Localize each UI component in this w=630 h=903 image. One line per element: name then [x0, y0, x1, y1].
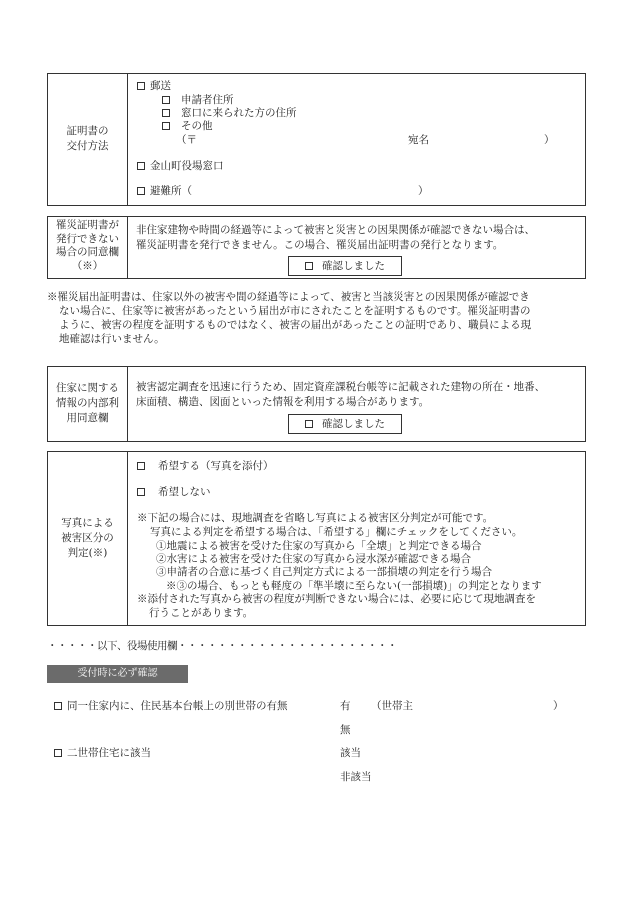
option-other[interactable] — [162, 120, 213, 134]
householder-open: （世帯主 — [371, 700, 413, 712]
photo-want-label: 希望する（写真を添付） — [158, 460, 274, 472]
disaster-label-line3: 場合の同意欄 — [56, 246, 119, 259]
info-label-line1: 住家に関する — [56, 382, 119, 394]
option-town-office[interactable] — [137, 160, 224, 174]
photo-case3-note: ※③の場合、もっとも軽度の「準半壊に至らない(一部損壊)」の判定となります — [166, 580, 542, 592]
addressee-label: 宛名 — [408, 134, 429, 146]
applicant-address-label: 申請者住所 — [181, 94, 234, 106]
info-confirm-box[interactable] — [288, 414, 402, 434]
option-separate-household[interactable] — [54, 700, 288, 714]
disaster-consent-text-line2: 罹災証明書を発行できません。この場合、罹災届出証明書の発行となります。 — [136, 239, 504, 251]
disaster-confirm-box[interactable] — [288, 256, 402, 276]
disaster-note-line1: ※罹災届出証明書は、住家以外の被害や間の経過等によって、被害と当該災害との因果関係が確認でき — [47, 291, 530, 303]
disaster-note-line2: ない場合に、住家等に被害があったという届出が市にされたことを証明するものです。罹災証明書の — [59, 305, 531, 317]
shelter-label: 避難所（ — [150, 185, 192, 197]
other-label: その他 — [181, 120, 213, 132]
disaster-note-line3: ように、被害の程度を証明するものではなく、被害の届出があったことの証明であり、職員による現 — [59, 319, 532, 331]
photo-case2: ②水害による被害を受けた住家の写真から浸水深が確認できる場合 — [156, 553, 471, 565]
option-counter-address[interactable] — [162, 107, 297, 121]
disaster-confirm-label: 確認しました — [322, 260, 385, 272]
info-consent-divider — [127, 366, 128, 442]
photo-note2: 写真による判定を希望する場合は、「希望する」欄にチェックをしてください。 — [150, 526, 523, 538]
option-shelter[interactable] — [137, 185, 192, 199]
mail-label: 郵送 — [150, 80, 171, 92]
info-confirm-checkbox[interactable] — [305, 420, 313, 428]
photo-judgement-label — [48, 516, 127, 562]
disaster-label-line4: （※） — [71, 259, 104, 272]
applicant-address-checkbox[interactable] — [162, 96, 170, 104]
disaster-consent-label — [48, 219, 127, 274]
info-consent-label — [48, 381, 127, 427]
info-confirm-label: 確認しました — [322, 418, 385, 430]
answer-not-applicable: 非該当 — [340, 771, 372, 783]
option-photo-not-want[interactable] — [137, 486, 211, 500]
householder-close: ） — [553, 700, 564, 712]
photo-not-want-label: 希望しない — [158, 486, 211, 498]
answer-no: 無 — [340, 724, 351, 736]
photo-label-line2: 被害区分の — [61, 532, 114, 545]
photo-want-checkbox[interactable] — [137, 462, 145, 470]
option-two-household-house[interactable] — [54, 747, 151, 761]
photo-judgement-divider — [127, 451, 128, 626]
two-household-label: 二世帯住宅に該当 — [67, 747, 151, 759]
two-household-checkbox[interactable] — [54, 749, 62, 757]
separate-household-checkbox[interactable] — [54, 702, 62, 710]
photo-not-want-checkbox[interactable] — [137, 488, 145, 496]
photo-note4: 行うことがあります。 — [149, 607, 254, 619]
info-consent-text-line2: 床面積、構造、図面といった情報を利用する場合があります。 — [136, 396, 430, 408]
reception-check-badge: 受付時に必ず確認 — [47, 665, 188, 683]
photo-note3: ※添付された写真から被害の程度が判断できない場合には、必要に応じて現地調査を — [137, 593, 536, 605]
disaster-confirm-checkbox[interactable] — [305, 262, 313, 270]
photo-label-line1: 写真による — [61, 517, 114, 529]
photo-note1: ※下記の場合には、現地調査を省略し写真による被害区分判定が可能です。 — [137, 512, 494, 524]
info-consent-text-line1: 被害認定調査を迅速に行うため、固定資産課税台帳等に記載された建物の所在・地番、 — [136, 381, 546, 393]
office-use-divider: ・・・・・以下、役場使用欄・・・・・・・・・・・・・・・・・・・・・・ — [47, 640, 397, 652]
info-label-line3: 用同意欄 — [66, 412, 109, 425]
photo-label-line3: 判定(※) — [67, 547, 108, 560]
answer-applicable: 該当 — [340, 747, 361, 759]
town-office-label: 金山町役場窓口 — [150, 160, 224, 172]
option-photo-want[interactable] — [137, 460, 274, 474]
disaster-consent-text-line1: 非住家建物や時間の経過等によって被害と災害との因果関係が確認できない場合は、 — [136, 224, 535, 236]
option-mail[interactable] — [137, 80, 171, 94]
shelter-checkbox[interactable] — [137, 187, 145, 195]
separate-household-label: 同一住家内に、住民基本台帳上の別世帯の有無 — [67, 700, 288, 712]
shelter-close-paren: ） — [418, 185, 429, 197]
delivery-method-divider — [127, 73, 128, 206]
postal-code-open: （〒 — [176, 134, 197, 146]
delivery-method-label — [48, 124, 127, 154]
disaster-label-line2: 発行できない — [56, 232, 119, 245]
option-applicant-address[interactable] — [162, 94, 234, 108]
disaster-label-line1: 罹災証明書が — [56, 219, 119, 231]
photo-case1: ①地震による被害を受けた住家の写真から「全壊」と判定できる場合 — [156, 540, 482, 552]
info-label-line2: 情報の内部利 — [56, 397, 119, 410]
disaster-note-line4: 地確認は行いません。 — [59, 333, 165, 345]
delivery-label-line2: 交付方法 — [66, 140, 109, 153]
town-office-checkbox[interactable] — [137, 162, 145, 170]
photo-case3: ③申請者の合意に基づく自己判定方式による一部損壊の判定を行う場合 — [156, 566, 492, 578]
other-close-paren: ） — [544, 134, 555, 146]
other-checkbox[interactable] — [162, 122, 170, 130]
answer-yes: 有 — [340, 700, 351, 712]
counter-address-checkbox[interactable] — [162, 109, 170, 117]
delivery-label-line1: 証明書の — [66, 125, 109, 137]
counter-address-label: 窓口に来られた方の住所 — [181, 107, 297, 119]
mail-checkbox[interactable] — [137, 82, 145, 90]
disaster-consent-divider — [127, 216, 128, 279]
